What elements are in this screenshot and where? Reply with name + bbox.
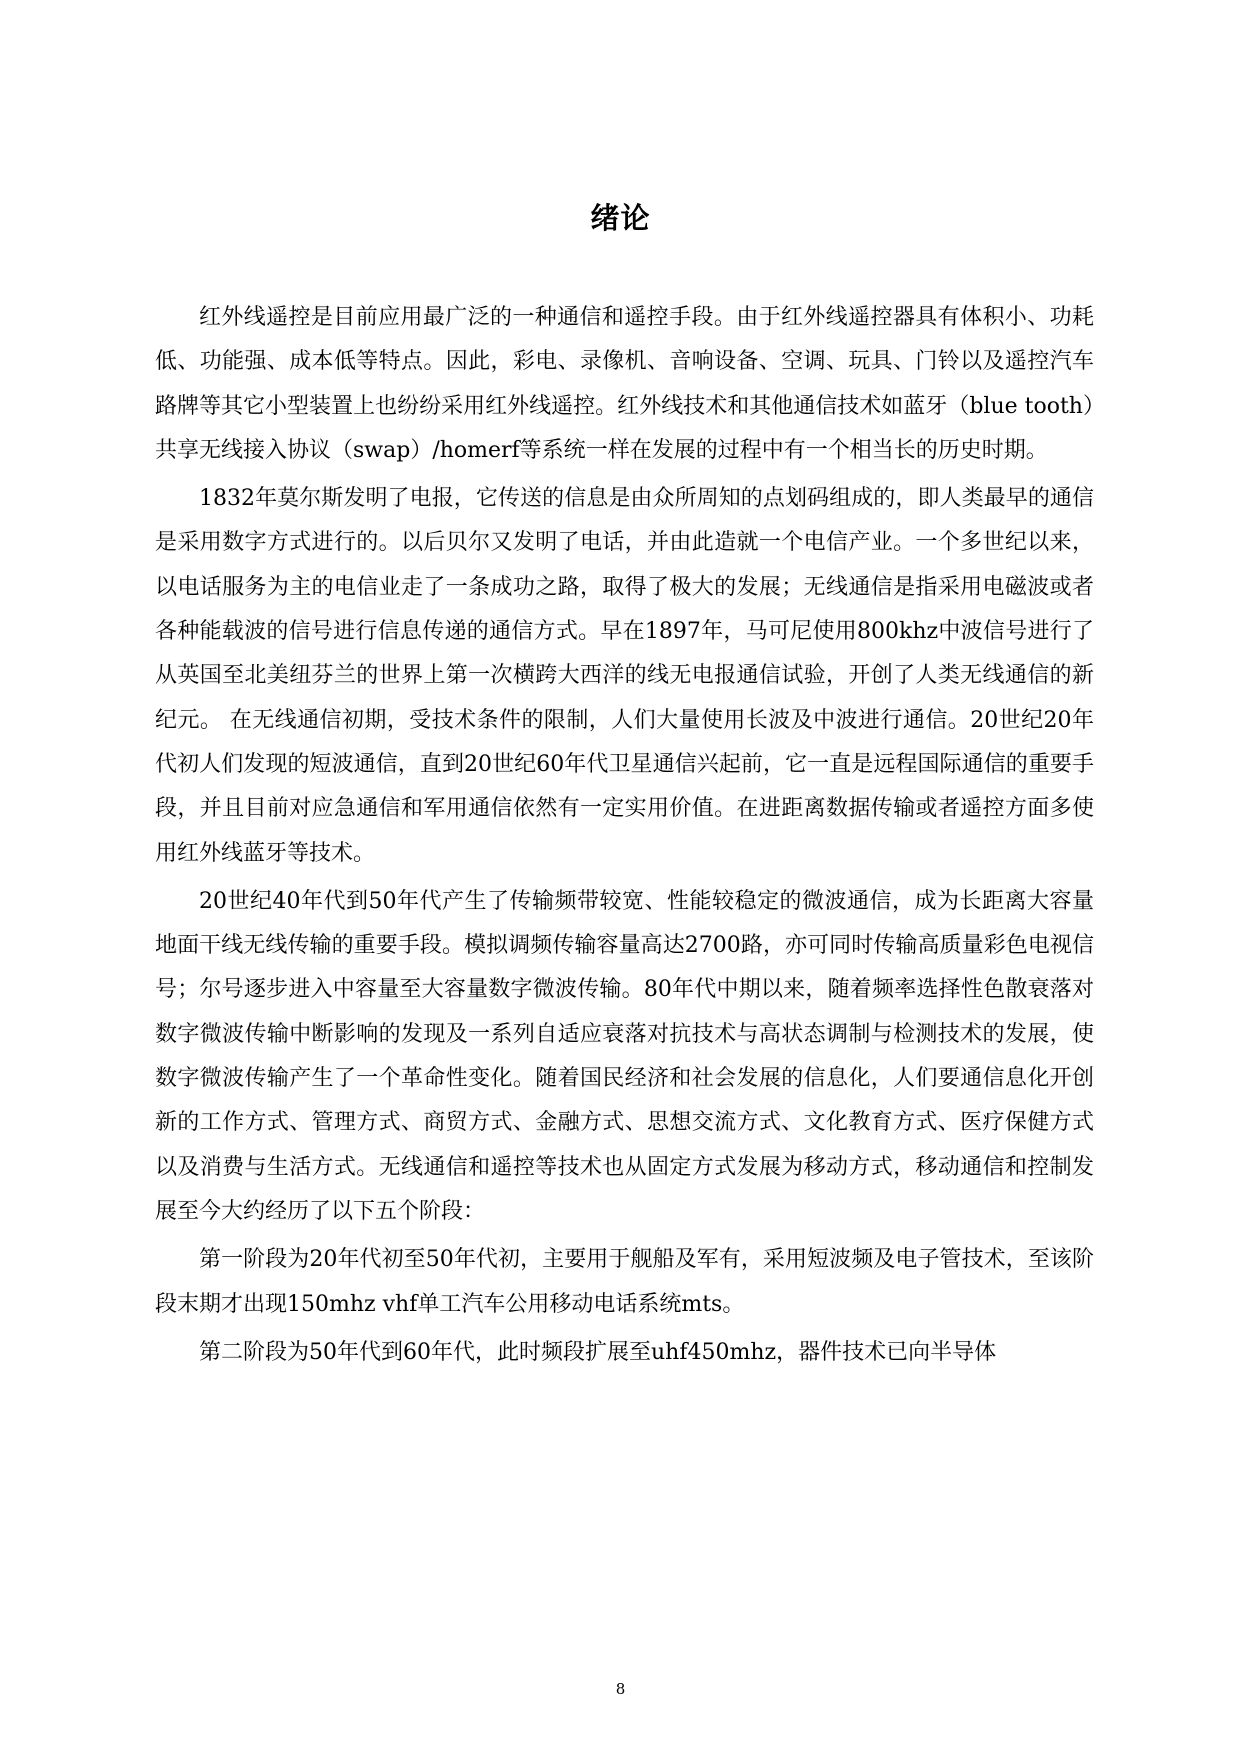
body-text (155, 296, 1094, 1379)
paragraph: 红外线遥控是目前应用最广泛的一种通信和遥控手段。由于红外线遥控器具有体积小、功耗低、功能强、成本低等特点。因此，彩电、录像机、音响设备、空调、玩具、门铃以及遥控汽车路牌等其它小型装置上也纷纷采用红外线遥控。红外线技术和其他通信技术如蓝牙（blue tooth）共享无线接入协议（swap）/homerf等系统一样在发展的过程中有一个相当长的历史时期。 (155, 305, 1094, 463)
page-number: 8 (615, 1680, 626, 1698)
paragraph: 1832年莫尔斯发明了电报，它传送的信息是由众所周知的点划码组成的，即人类最早的通信是采用数字方式进行的。以后贝尔又发明了电话，并由此造就一个电信产业。一个多世纪以来，以电话服务为主的电信业走了一条成功之路，取得了极大的发展；无线通信是指采用电磁波或者各种能载波的信号进行信息传递的通信方式。早在1897年，马可尼使用800khz中波信号进行了从英国至北美纽芬兰的世界上第一次横跨大西洋的线无电报通信试验，开创了人类无线通信的新纪元。 在无线通信初期，受技术条件的限制，人们大量使用长波及中波进行通信。20世纪20年代初人们发现的短波通信，直到20世纪60年代卫星通信兴起前，它一直是远程国际通信的重要手段，并且目前对应急通信和军用通信依然有一定实用价值。在进距离数据传输或者遥控方面多使用红外线蓝牙等技术。 (155, 486, 1094, 866)
paragraph: 第一阶段为20年代初至50年代初，主要用于舰船及军有，采用短波频及电子管技术，至该阶段末期才出现150mhz vhf单工汽车公用移动电话系统mts。 (155, 1247, 1094, 1317)
section-title: 绪论 (590, 201, 651, 235)
paragraph: 20世纪40年代到50年代产生了传输频带较宽、性能较稳定的微波通信，成为长距离大容量地面干线无线传输的重要手段。模拟调频传输容量高达2700路，亦可同时传输高质量彩色电视信号；尔号逐步进入中容量至大容量数字微波传输。80年代中期以来，随着频率选择性色散衰落对数字微波传输中断影响的发现及一系列自适应衰落对抗技术与高状态调制与检测技术的发展，使数字微波传输产生了一个革命性变化。随着国民经济和社会发展的信息化，人们要通信息化开创新的工作方式、管理方式、商贸方式、金融方式、思想交流方式、文化教育方式、医疗保健方式以及消费与生活方式。无线通信和遥控等技术也从固定方式发展为移动方式，移动通信和控制发展至今大约经历了以下五个阶段： (155, 888, 1094, 1224)
paragraph: 第二阶段为50年代到60年代，此时频段扩展至uhf450mhz，器件技术已向半导体 (199, 1339, 997, 1365)
